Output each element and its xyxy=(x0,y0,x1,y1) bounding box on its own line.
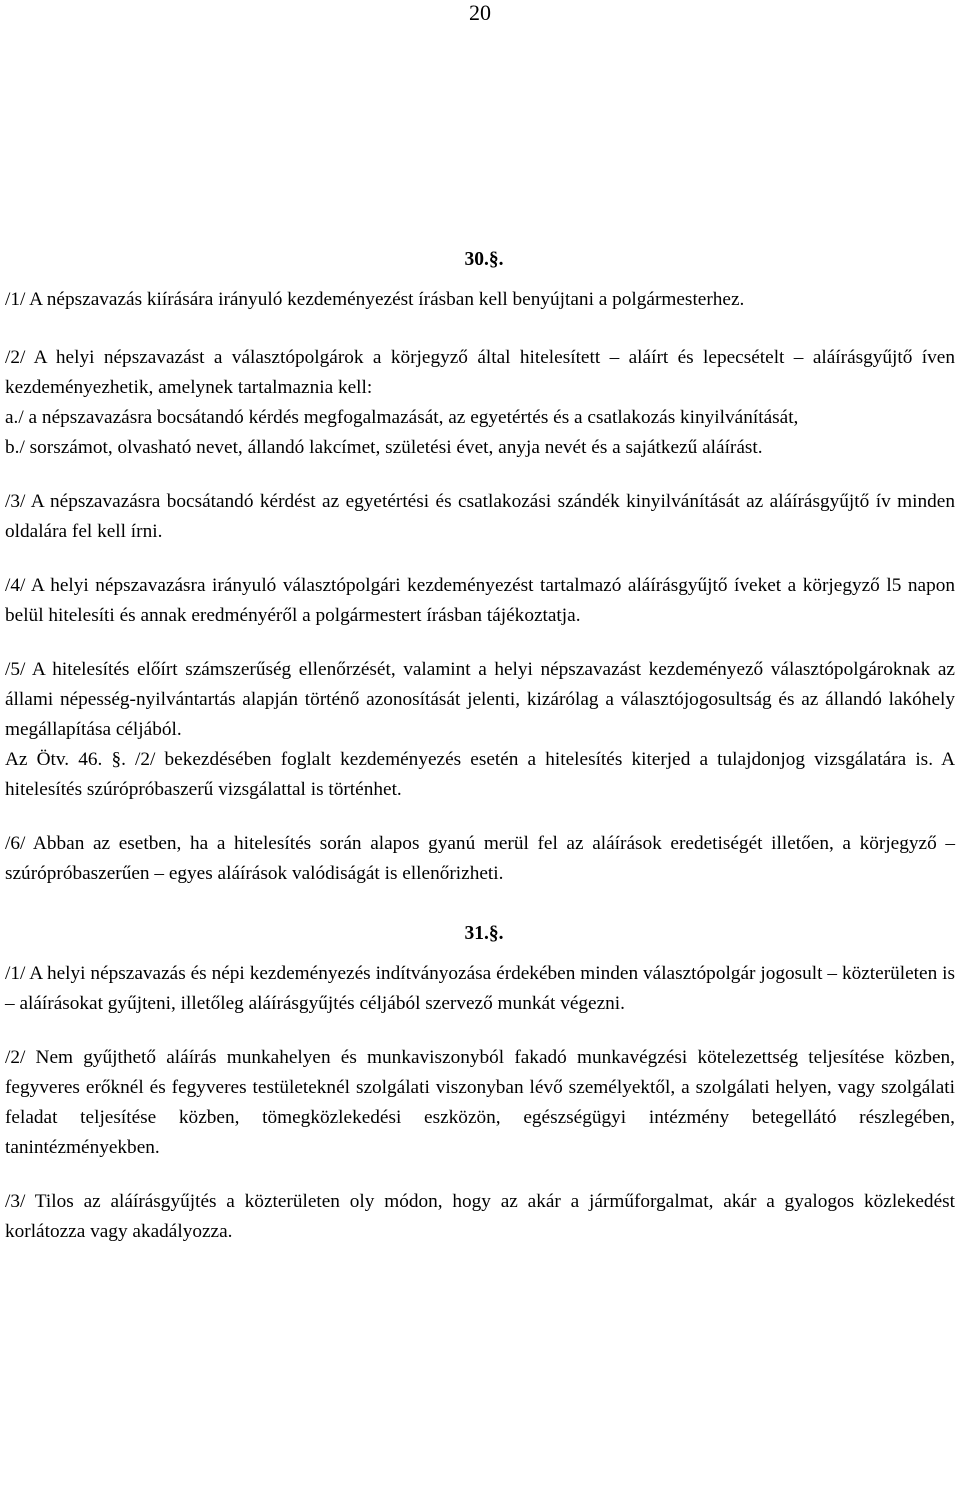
page-number: 20 xyxy=(469,0,491,25)
section-title-31: 31.§. xyxy=(464,923,504,944)
paragraph-30-3: /3/ A népszavazásra bocsátandó kérdést az egyetértési és csatlakozási szándék kinyilvánítását az aláírásgyűjtő ív minden oldalára fel kell írni. xyxy=(5,491,955,542)
paragraph-31-1: /1/ A helyi népszavazás és népi kezdeményezés indítványozása érdekében minden választópolgár jogosult – közterületen is – aláírásokat gyűjteni, illetőleg aláírásgyűjtés céljából szervező munkát végezni. xyxy=(5,963,955,1014)
section-title-30: 30.§. xyxy=(464,249,504,270)
paragraph-31-2: /2/ Nem gyűjthető aláírás munkahelyen és munkaviszonyból fakadó munkavégzési kötelezettség teljesítése közben, fegyveres erőknél és fegyveres testületeknél szolgálati viszonyban lévő személyektől, a szolgálati helyen, vagy szolgálati feladat teljesítése közben, tömegközlekedési eszközön, egészségügyi intézmény betegellátó részlegében, tanintézményekben. xyxy=(5,1047,955,1158)
document-body xyxy=(5,245,955,1247)
paragraph-30-2-b: b./ sorszámot, olvasható nevet, állandó lakcímet, születési évet, anyja nevét és a sajátkezű aláírást. xyxy=(5,437,763,458)
paragraph-30-5: /5/ A hitelesítés előírt számszerűség ellenőrzését, valamint a helyi népszavazást kezdeményező választópolgároknak az állami népesség-nyilvántartás alapján történő azonosítását jelenti, kizárólag a választójogosultság és az állandó lakóhely megállapítása céljából. xyxy=(5,659,955,740)
paragraph-30-2-a: a./ a népszavazásra bocsátandó kérdés megfogalmazását, az egyetértés és a csatlakozás kinyilvánítását, xyxy=(5,407,799,428)
paragraph-30-1: /1/ A népszavazás kiírására irányuló kezdeményezést írásban kell benyújtani a polgármesterhez. xyxy=(5,289,745,310)
paragraph-30-5-b: Az Ötv. 46. §. /2/ bekezdésében foglalt kezdeményezés esetén a hitelesítés kiterjed a tulajdonjog vizsgálatára is. A hitelesítés szúrópróbaszerű vizsgálattal is történhet. xyxy=(5,749,955,800)
paragraph-31-3: /3/ Tilos az aláírásgyűjtés a közterületen oly módon, hogy az akár a járműforgalmat, akár a gyalogos közlekedést korlátozza vagy akadályozza. xyxy=(5,1191,955,1242)
paragraph-30-4: /4/ A helyi népszavazásra irányuló választópolgári kezdeményezést tartalmazó aláírásgyűjtő íveket a körjegyző l5 napon belül hitelesíti és annak eredményéről a polgármestert írásban tájékoztatja. xyxy=(5,575,955,626)
paragraph-30-6: /6/ Abban az esetben, ha a hitelesítés során alapos gyanú merül fel az aláírások eredetiségét illetően, a körjegyző – szúrópróbaszerűen – egyes aláírások valódiságát is ellenőrizheti. xyxy=(5,833,955,884)
paragraph-30-2: /2/ A helyi népszavazást a választópolgárok a körjegyző által hitelesített – aláírt és lepecsételt – aláírásgyűjtő íven kezdeményezhetik, amelynek tartalmaznia kell: xyxy=(5,347,955,398)
